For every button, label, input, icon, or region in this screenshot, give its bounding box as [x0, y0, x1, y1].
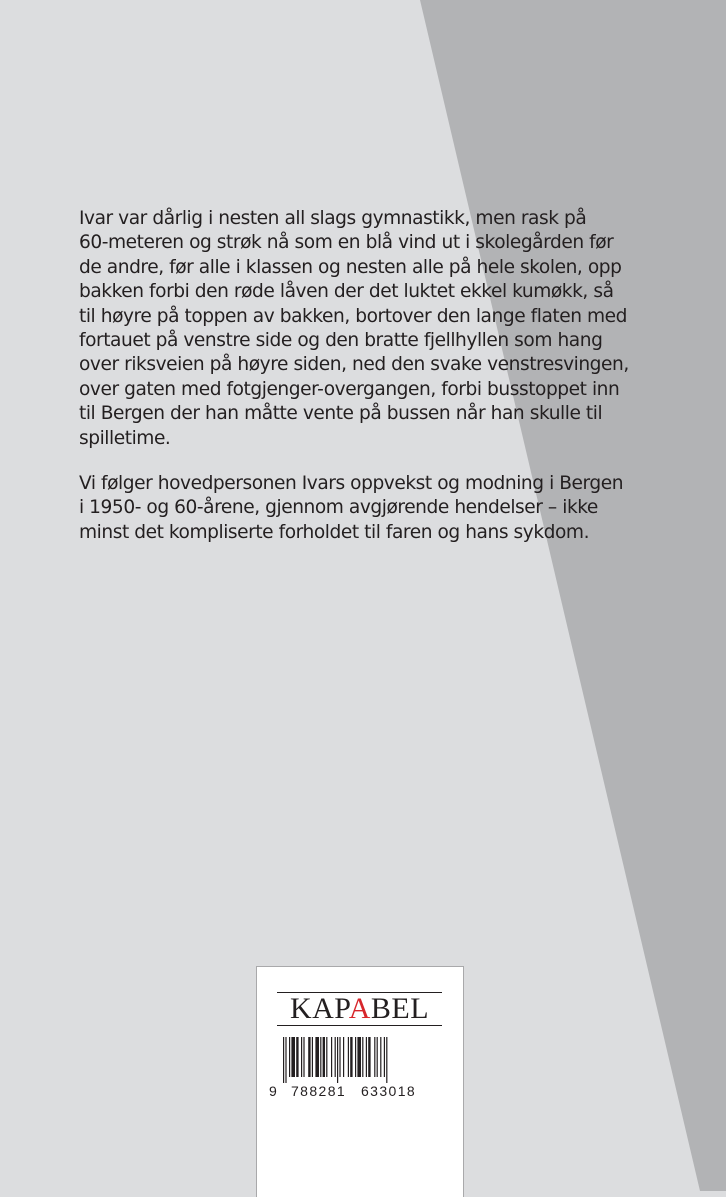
blurb-line: 60-meteren og strøk nå som en blå vind ut i skolegården før [79, 232, 614, 254]
barcode-bar [308, 1037, 310, 1077]
blurb-paragraph-1 [79, 207, 659, 451]
blurb-line: minst det kompliserte forholdet til faren og hans sykdom. [79, 521, 590, 543]
barcode-bar [296, 1037, 298, 1077]
blurb-line: Vi følger hovedpersonen Ivars oppvekst og modning i Bergen [79, 473, 624, 494]
publisher-logo-text: KAPABEL [289, 992, 430, 1025]
barcode-bar [350, 1037, 352, 1077]
barcode-bar [366, 1037, 367, 1077]
barcode-bar [384, 1037, 385, 1077]
barcode-bar [362, 1037, 363, 1077]
blurb-line: over riksveien på høyre siden, ned den svake venstresvingen, [79, 354, 629, 376]
barcode-bar [315, 1037, 319, 1077]
blurb-line: Ivar var dårlig i nesten all slags gymnastikk, men rask på [79, 208, 587, 229]
barcode-bar [303, 1037, 304, 1077]
barcode-bar [289, 1037, 290, 1077]
barcode-bar [374, 1037, 375, 1077]
barcode-bar [331, 1037, 332, 1077]
barcode-bar [326, 1037, 327, 1077]
blurb-line: til Bergen der han måtte vente på bussen når han skulle til [79, 403, 603, 425]
blurb-line: fortauet på venstre side og den bratte fjellhyllen som hang [79, 330, 603, 352]
blurb-line: over gaten med fotgjenger-overgangen, forbi busstoppet inn [79, 378, 620, 400]
barcode-bar [343, 1037, 344, 1077]
barcode-bar [380, 1037, 381, 1077]
barcode-bar [355, 1037, 356, 1077]
barcode-bar [320, 1037, 321, 1077]
barcode-bar [323, 1037, 325, 1077]
isbn-group-2: 633018 [361, 1083, 417, 1099]
barcode-bar [357, 1037, 361, 1077]
barcode-bar [285, 1037, 286, 1083]
barcode-bar [301, 1037, 302, 1077]
barcode-bar [386, 1037, 387, 1083]
barcode-bar [335, 1037, 336, 1077]
isbn-group-1: 788281 [291, 1083, 347, 1099]
blurb-line: bakken forbi den røde låven der det luktet ekkel kumøkk, så [79, 281, 614, 303]
barcode-bar [337, 1037, 338, 1083]
blurb-line: i 1950- og 60-årene, gjennom avgjørende hendelser – ikke [79, 497, 598, 519]
barcode-bar [368, 1037, 370, 1077]
blurb-line: spilletime. [79, 427, 171, 449]
blurb-line: til høyre på toppen av bakken, bortover den lange flaten med [79, 305, 628, 327]
barcode-bar [339, 1037, 340, 1077]
barcode-sticker [256, 966, 464, 1197]
barcode-bar [283, 1037, 284, 1083]
publisher-logo [277, 992, 442, 1026]
isbn-barcode [283, 1037, 435, 1083]
barcode-bar [348, 1037, 349, 1077]
barcode-bar [377, 1037, 378, 1077]
barcode-bar [312, 1037, 313, 1077]
isbn-first-digit: 9 [269, 1083, 277, 1099]
blurb-line: de andre, før alle i klassen og nesten alle på hele skolen, opp [79, 256, 622, 278]
blurb-paragraph-2 [79, 472, 659, 545]
barcode-bar [291, 1037, 295, 1077]
